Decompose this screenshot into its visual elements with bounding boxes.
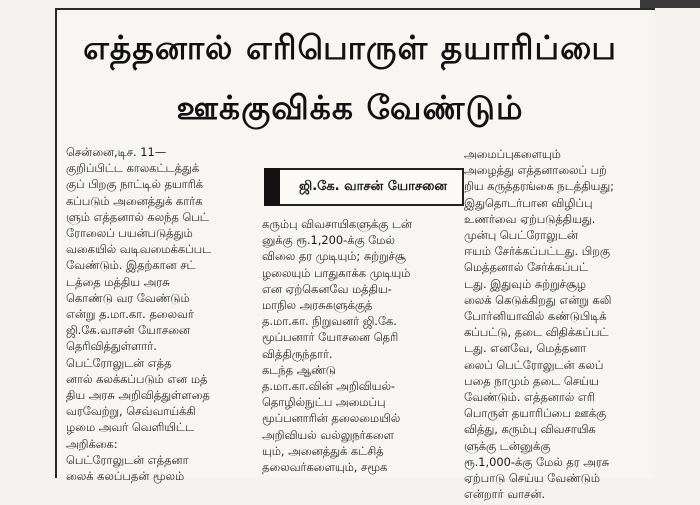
article-line: ழமை அவர் வெளியிட்ட [66,420,195,435]
article-line: மெத்தனால் சேர்க்கப்பட் [464,260,588,275]
article-column-1 [66,144,266,484]
subheading-box [264,168,464,206]
article-line: ளும் எத்தனால் கலந்த பெட் [66,209,209,224]
article-line: என்றார் வாசன். [464,487,546,502]
article-line: ஈயம் சேர்க்கப்பட்டது. பிறகு [464,244,610,259]
article-line: யும், அனைத்துக் கட்சித் [262,443,384,458]
article-line: வேண்டும். இதற்கான சட் [66,258,196,273]
article-line: லைப் பெட்ரோலுடன் கலப் [464,357,604,372]
subheading-text: ஜி.கே. வாசன் யோசனை [298,179,447,194]
article-line: ரூ.1,000-க்கு மேல் தர அரசு [464,454,610,469]
article-line: னுக்கு ரூ.1,200-க்கு மேல் [262,233,395,248]
article-line: னால் கலக்கப்படும் என மத் [66,371,208,386]
subheading-marker [264,168,280,206]
article-line: ஜி.கே.வாசன் யோசனை [66,323,190,338]
article-line: கொண்டு வர வேண்டும் [66,290,190,305]
article-line: பெட்ரோலுடன் எத்தனா [66,452,189,467]
article-line: த.மா.கா.வின் அறிவியல்- [262,379,396,394]
article-line: மாநில அரசுகளுக்குத் [262,298,373,313]
article-line: முன்பு பெட்ரோலுடன் [464,228,578,243]
article-line: என ஏற்கெனவே மத்திய- [262,281,392,296]
article-line: டது. எனவே, மெத்தனா [464,341,587,356]
article-line: அழைத்து எத்தனாலைப் பற் [464,163,607,178]
article-column-2 [262,216,467,475]
article-line: டத்தை மத்திய அரசு [66,274,170,289]
article-line: வித்து, கரும்பு விவசாயிக [464,422,596,437]
article-line: ஏற்பாடு செய்ய வேண்டும் [464,471,600,486]
article-line: பொருள் தயாரிப்பை ஊக்கு [464,406,607,421]
article-line: போர்னியாவில் கண்டுபிடிக் [464,309,607,324]
article-line: பதை நாமும் தடை செய்ய [464,373,599,388]
article-line: குப் பிறகு நாட்டில் தயாரிக் [66,177,204,192]
article-line: அமைப்புகளையும் [464,147,561,161]
article-line: வித்திருந்தார். [262,346,333,361]
article-line: குறிப்பிட்ட காலகட்டத்துக் [66,161,200,176]
article-line: என்று த.மா.கா. தலைவர் [66,307,194,322]
article-line: த.மா.கா. நிறுவனர் ஜி.கே. [262,314,397,329]
corner-mark [640,0,700,8]
article-line: லைக் கெடுக்கிறது என்று கலி [464,292,612,307]
article-line: ழலையும் பாதுகாக்க முடியும் [262,265,411,280]
article-line: ரோலைப் பயன்படுத்தும் [66,226,193,241]
article-line: விலை தர முடியும்; சுற்றுச்சூ [262,249,406,264]
article-line: அறிக்கை: [66,436,118,451]
article-line: கப்படும் அனைத்துக் கார்க [66,193,203,208]
article-line: மூப்பனார் யோசனை தெரி [262,330,399,345]
article-line: அறிவியல் வல்லுநர்களை [262,427,394,442]
article-line: வரவேற்று, செவ்வாய்க்கி [66,404,196,419]
article-line: உணர்வை ஏற்படுத்தியது. [464,211,596,226]
article-column-3 [464,146,654,502]
article-line: வேண்டும். எத்தனால் எரி [464,390,595,405]
article-line: டது. இதுவும் சுற்றுச்சூழ [464,276,586,291]
article-line: லைக் கலப்பதன் மூலம் [66,469,185,484]
headline-line-2: ஊக்குவிக்க வேண்டும் [176,88,524,127]
article-line: இதுதொடர்பான விழிப்பு [464,195,593,210]
article-line: கப்பட்டு, தடை விதிக்கப்பட் [464,325,609,340]
article-line: கரும்பு விவசாயிகளுக்கு டன் [262,217,412,231]
article-line: றிய கருத்தரங்கை நடத்தியது; [464,179,615,194]
headline-line-1: எத்தனால் எரிபொருள் தயாரிப்பை [83,28,617,67]
article-line: வகையில் வடிவமைக்கப்பட [66,242,212,257]
article-line: மூப்பனாரின் தலைமையில் [262,411,401,426]
article-line: கடந்த ஆண்டு [262,362,336,377]
article-line: ளுக்கு டன்னுக்கு [464,438,551,453]
article-line: தொழில்நுட்ப அமைப்பு [262,395,386,410]
article-line: திய அரசு அறிவித்துள்ளதை [66,388,210,403]
article-line: தலைவர்களையும், சமூக [262,460,388,475]
article-line: சென்னை,டிச. 11— [66,145,167,159]
article-line: தெரிவித்துள்ளார். [66,339,157,354]
article-line: பெட்ரோலுடன் எத்த [66,355,172,370]
